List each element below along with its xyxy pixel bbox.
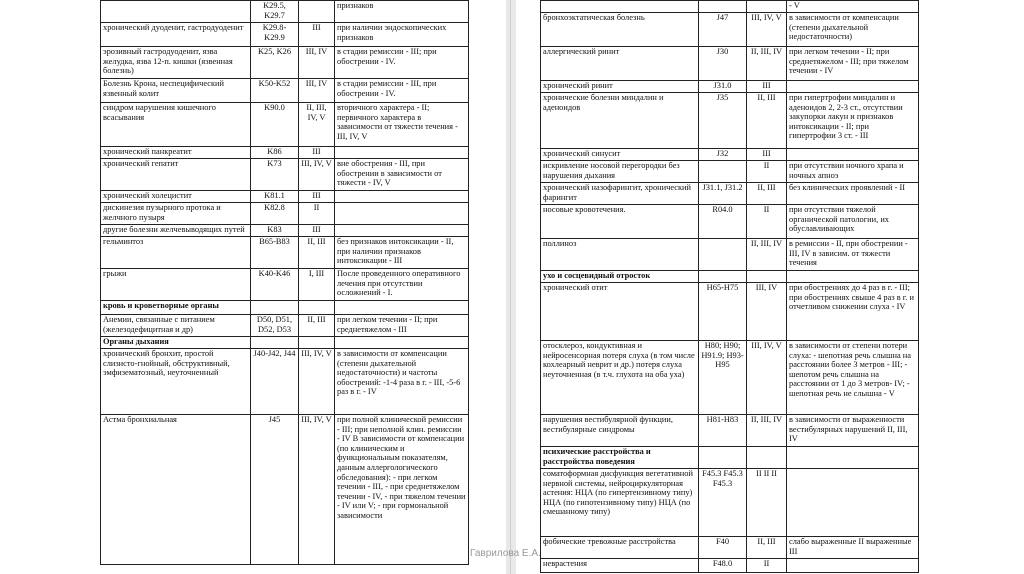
health-group-cell: III, IV bbox=[299, 79, 335, 103]
icd-code-cell: F48.0 bbox=[699, 559, 747, 573]
right-table-row bbox=[541, 47, 919, 81]
icd-code-cell: K50-K52 bbox=[251, 79, 299, 103]
left-table-row bbox=[101, 103, 469, 147]
condition-cell: соматоформная дисфункция вегетативной нервной системы, нейроциркуляторная астения: НЦА (по гипертензивному типу) НЦА (по гипотензивному типу) НЦА (по смешанному типу) bbox=[541, 469, 699, 537]
health-group-cell: II, III bbox=[299, 315, 335, 337]
health-group-cell: II bbox=[747, 161, 787, 183]
condition-cell: хронический синусит bbox=[541, 149, 699, 161]
right-table-row bbox=[541, 469, 919, 537]
right-table-row bbox=[541, 81, 919, 93]
icd-code-cell: H65-H75 bbox=[699, 283, 747, 341]
icd-code-cell: K29.8-K29.9 bbox=[251, 23, 299, 47]
note-cell bbox=[787, 271, 919, 283]
note-cell bbox=[787, 559, 919, 573]
condition-cell: Анемии, связанные с питанием (железодефицитная и др) bbox=[101, 315, 251, 337]
note-cell: в зависимости от степени потери слуха: - шепотная речь слышна на расстоянии более 3 метров - III; - шепотом речь слышна на расстоянии от 1 до 3 метров- IV; - шепотная речь не слышна - V bbox=[787, 341, 919, 415]
icd-code-cell: K86 bbox=[251, 147, 299, 159]
icd-code-cell: B65-B83 bbox=[251, 237, 299, 269]
left-table-row bbox=[101, 191, 469, 203]
note-cell: без признаков интоксикации - II, при наличии признаков интоксикации - III bbox=[335, 237, 469, 269]
right-table-row bbox=[541, 93, 919, 149]
icd-code-cell: J47 bbox=[699, 13, 747, 47]
note-cell bbox=[787, 81, 919, 93]
note-cell: при легком течении - II; при среднетяжелом - III; при тяжелом течении - IV bbox=[787, 47, 919, 81]
icd-code-cell: J31.0 bbox=[699, 81, 747, 93]
condition-cell: неврастения bbox=[541, 559, 699, 573]
left-table-row bbox=[101, 269, 469, 301]
note-cell bbox=[335, 203, 469, 225]
icd-code-cell: J32 bbox=[699, 149, 747, 161]
health-group-cell: III bbox=[299, 147, 335, 159]
condition-cell: хронические болезни миндалин и аденоидов bbox=[541, 93, 699, 149]
health-group-cell: II II II bbox=[747, 469, 787, 537]
note-cell: в ремиссии - II, при обострении - III, IV в зависим. от тяжести течения bbox=[787, 239, 919, 271]
note-cell: без клинических проявлений - II bbox=[787, 183, 919, 205]
right-table-row bbox=[541, 149, 919, 161]
note-cell: при отсутствии тяжелой органической патологии, их обуславливающих bbox=[787, 205, 919, 239]
icd-code-cell: K40-K46 bbox=[251, 269, 299, 301]
health-group-cell: III bbox=[299, 191, 335, 203]
condition-cell: хронический назофарингит, хронический фарингит bbox=[541, 183, 699, 205]
health-group-cell bbox=[299, 301, 335, 315]
condition-cell: хронический отит bbox=[541, 283, 699, 341]
health-group-cell: III bbox=[299, 23, 335, 47]
icd-code-cell: K83 bbox=[251, 225, 299, 237]
icd-code-cell: K82.8 bbox=[251, 203, 299, 225]
right-table-row bbox=[541, 13, 919, 47]
condition-cell bbox=[101, 1, 251, 23]
right-table-row bbox=[541, 537, 919, 559]
health-group-cell: II, III, IV bbox=[747, 47, 787, 81]
left-document-page bbox=[100, 0, 468, 574]
condition-cell: ухо и сосцевидный отросток bbox=[541, 271, 699, 283]
right-table-row bbox=[541, 415, 919, 447]
left-table-row bbox=[101, 315, 469, 337]
icd-code-cell bbox=[699, 447, 747, 469]
health-group-cell: II bbox=[747, 559, 787, 573]
condition-cell: грыжи bbox=[101, 269, 251, 301]
left-table-row bbox=[101, 159, 469, 191]
health-group-cell: II, III bbox=[747, 537, 787, 559]
icd-code-cell: K29.5, K29.7 bbox=[251, 1, 299, 23]
health-group-cell bbox=[299, 1, 335, 23]
right-table-row bbox=[541, 283, 919, 341]
health-group-cell: II, III bbox=[747, 183, 787, 205]
note-cell bbox=[335, 337, 469, 349]
health-group-cell: III, IV, V bbox=[747, 13, 787, 47]
note-cell bbox=[787, 469, 919, 537]
left-table-row bbox=[101, 225, 469, 237]
health-group-cell: II bbox=[747, 205, 787, 239]
note-cell: при полной клинической ремиссии - III; при неполной клин. ремиссии - IV В зависимости от компенсации (по клиническим и функциональным показателям, данным аллергологического обследования): - при легком течении - III, - при среднетяжелом течении - IV, - при тяжелом течении - IV или V; - при гормональной зависимости bbox=[335, 415, 469, 565]
condition-cell: Органы дыхания bbox=[101, 337, 251, 349]
condition-cell bbox=[541, 1, 699, 13]
condition-cell: дискинезия пузырного протока и желчного пузыря bbox=[101, 203, 251, 225]
note-cell: После проведенного оперативного лечения при отсутствии осложнений - I. bbox=[335, 269, 469, 301]
icd-code-cell: J31.1, J31.2 bbox=[699, 183, 747, 205]
left-table-row bbox=[101, 147, 469, 159]
condition-cell: хронический дуоденит, гастродуоденит bbox=[101, 23, 251, 47]
condition-cell: поллиноз bbox=[541, 239, 699, 271]
health-group-cell: II, III, IV bbox=[747, 415, 787, 447]
health-group-cell: II, III bbox=[299, 237, 335, 269]
author-footer: Гаврилова Е.А. bbox=[470, 548, 541, 559]
icd-code-cell: H80; H90; H91.9; H93-H95 bbox=[699, 341, 747, 415]
icd-code-cell bbox=[699, 161, 747, 183]
left-table-row bbox=[101, 415, 469, 565]
right-document-page bbox=[540, 0, 918, 574]
right-table-row bbox=[541, 559, 919, 573]
left-table-row bbox=[101, 47, 469, 79]
left-table-row bbox=[101, 337, 469, 349]
icd-code-cell bbox=[699, 1, 747, 13]
icd-code-cell: J35 bbox=[699, 93, 747, 149]
icd-code-cell: J30 bbox=[699, 47, 747, 81]
condition-cell: бронхоэктатическая болезнь bbox=[541, 13, 699, 47]
left-health-table bbox=[100, 0, 469, 565]
left-table-row bbox=[101, 237, 469, 269]
note-cell: при наличии эндоскопических признаков bbox=[335, 23, 469, 47]
condition-cell: хронический ринит bbox=[541, 81, 699, 93]
condition-cell: искривление носовой перегородки без нарушения дыхания bbox=[541, 161, 699, 183]
condition-cell: гельминтоз bbox=[101, 237, 251, 269]
condition-cell: хронический гепатит bbox=[101, 159, 251, 191]
icd-code-cell: F45.3 F45.3 F45.3 bbox=[699, 469, 747, 537]
health-group-cell: II, III bbox=[747, 93, 787, 149]
health-group-cell: III, IV, V bbox=[747, 341, 787, 415]
icd-code-cell: D50, D51, D52, D53 bbox=[251, 315, 299, 337]
icd-code-cell: F40 bbox=[699, 537, 747, 559]
note-cell: в зависимости от выраженности вестибулярных нарушений II, III, IV bbox=[787, 415, 919, 447]
note-cell: при обострениях до 4 раз в г. - III; при обострениях свыше 4 раз в г. и отчетливом снижении слуха - IV bbox=[787, 283, 919, 341]
right-table-row bbox=[541, 271, 919, 283]
condition-cell: хронический бронхит, простой слизисто-гнойный, обструктивный, эмфизематозный, неуточненный bbox=[101, 349, 251, 415]
left-table-row bbox=[101, 203, 469, 225]
icd-code-cell: K25, K26 bbox=[251, 47, 299, 79]
health-group-cell: III, IV, V bbox=[299, 159, 335, 191]
condition-cell: фобические тревожные расстройства bbox=[541, 537, 699, 559]
health-group-cell: II, III, IV bbox=[747, 239, 787, 271]
health-group-cell: III bbox=[747, 149, 787, 161]
health-group-cell: III, IV, V bbox=[299, 349, 335, 415]
right-table-row bbox=[541, 447, 919, 469]
icd-code-cell: K73 bbox=[251, 159, 299, 191]
health-group-cell bbox=[299, 337, 335, 349]
note-cell: при легком течении - II; при среднетяжелом - III bbox=[335, 315, 469, 337]
note-cell bbox=[787, 447, 919, 469]
page-divider bbox=[506, 0, 516, 574]
right-table-row bbox=[541, 239, 919, 271]
note-cell bbox=[335, 301, 469, 315]
icd-code-cell: R04.0 bbox=[699, 205, 747, 239]
health-group-cell bbox=[747, 447, 787, 469]
icd-code-cell bbox=[699, 239, 747, 271]
note-cell: в зависимости от компенсации (степени дыхательной недостаточности) и частоты обострений: -1-4 раза в г. - III, -5-6 раз в г. - IV bbox=[335, 349, 469, 415]
condition-cell: эрозивный гастродуоденит, язва желудка, язва 12-п. кишки (язвенная болезнь) bbox=[101, 47, 251, 79]
condition-cell: Болезнь Крона, неспецифический язвенный колит bbox=[101, 79, 251, 103]
note-cell bbox=[787, 149, 919, 161]
icd-code-cell bbox=[251, 301, 299, 315]
icd-code-cell: K90.0 bbox=[251, 103, 299, 147]
condition-cell: Астма бронхиальная bbox=[101, 415, 251, 565]
condition-cell: кровь и кроветворные органы bbox=[101, 301, 251, 315]
note-cell: вторичного характера - II; первичного характера в зависимости от тяжести течения - III, IV, V bbox=[335, 103, 469, 147]
health-group-cell: III, IV bbox=[747, 283, 787, 341]
note-cell bbox=[335, 191, 469, 203]
health-group-cell: II, III, IV, V bbox=[299, 103, 335, 147]
note-cell: при гипертрофии миндалин и аденоидов 2, 2-3 ст., отсутствии закупорки лакун и признаков интоксикации - II; при гипертрофии 3 ст. - III bbox=[787, 93, 919, 149]
health-group-cell: III, IV, V bbox=[299, 415, 335, 565]
icd-code-cell: K81.1 bbox=[251, 191, 299, 203]
right-table-row bbox=[541, 183, 919, 205]
condition-cell: нарушения вестибулярной функции, вестибулярные синдромы bbox=[541, 415, 699, 447]
left-table-row bbox=[101, 349, 469, 415]
health-group-cell: III, IV bbox=[299, 47, 335, 79]
health-group-cell bbox=[747, 1, 787, 13]
icd-code-cell: J40-J42, J44 bbox=[251, 349, 299, 415]
condition-cell: носовые кровотечения. bbox=[541, 205, 699, 239]
right-table-row bbox=[541, 161, 919, 183]
condition-cell: синдром нарушения кишечного всасывания bbox=[101, 103, 251, 147]
right-health-table bbox=[540, 0, 919, 573]
icd-code-cell bbox=[251, 337, 299, 349]
condition-cell: аллергический ринит bbox=[541, 47, 699, 81]
left-table-row bbox=[101, 301, 469, 315]
icd-code-cell: H81-H83 bbox=[699, 415, 747, 447]
note-cell: при отсутствии ночного храпа и ночных апноэ bbox=[787, 161, 919, 183]
health-group-cell bbox=[747, 271, 787, 283]
note-cell: в стадии ремиссии - III, при обострении - IV. bbox=[335, 79, 469, 103]
note-cell bbox=[335, 147, 469, 159]
health-group-cell: III bbox=[747, 81, 787, 93]
health-group-cell: III bbox=[299, 225, 335, 237]
note-cell: вне обострения - III, при обострении в зависимости от тяжести - IV, V bbox=[335, 159, 469, 191]
right-table-row bbox=[541, 1, 919, 13]
icd-code-cell bbox=[699, 271, 747, 283]
note-cell: слабо выраженные II выраженные III bbox=[787, 537, 919, 559]
right-table-row bbox=[541, 341, 919, 415]
icd-code-cell: J45 bbox=[251, 415, 299, 565]
left-table-row bbox=[101, 79, 469, 103]
note-cell: - V bbox=[787, 1, 919, 13]
note-cell: признаков bbox=[335, 1, 469, 23]
condition-cell: хронический холецистит bbox=[101, 191, 251, 203]
condition-cell: психические расстройства и расстройства поведения bbox=[541, 447, 699, 469]
note-cell bbox=[335, 225, 469, 237]
health-group-cell: II bbox=[299, 203, 335, 225]
health-group-cell: I, III bbox=[299, 269, 335, 301]
note-cell: в стадии ремиссии - III; при обострении - IV. bbox=[335, 47, 469, 79]
condition-cell: другие болезни желчевыводящих путей bbox=[101, 225, 251, 237]
note-cell: в зависимости от компенсации (степени дыхательной недостаточности) bbox=[787, 13, 919, 47]
left-table-row bbox=[101, 23, 469, 47]
condition-cell: хронический панкреатит bbox=[101, 147, 251, 159]
left-table-row bbox=[101, 1, 469, 23]
right-table-row bbox=[541, 205, 919, 239]
condition-cell: отосклероз, кондуктивная и нейросенсорная потеря слуха (в том числе кохлеарный неврит и др.) потеря слуха неуточненная (в т.ч. глухота на оба уха) bbox=[541, 341, 699, 415]
